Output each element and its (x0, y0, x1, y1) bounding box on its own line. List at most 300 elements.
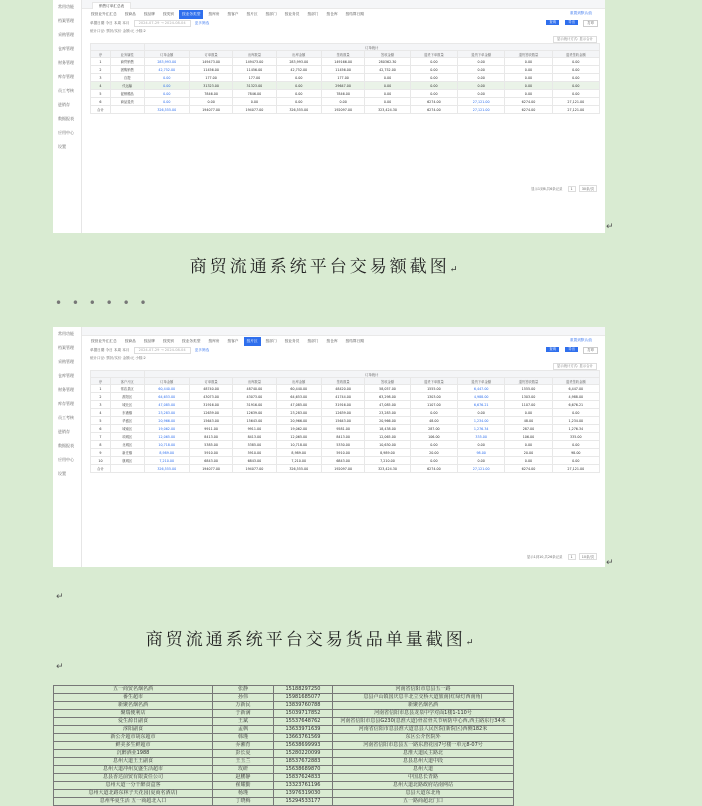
reset-link[interactable]: 重置到默认值 (569, 11, 592, 15)
sidebar-item[interactable]: 档案管理 (58, 345, 74, 350)
table-cell: 0.00 (552, 66, 599, 74)
table-row[interactable] (91, 401, 600, 409)
store-cell: 淳阳副食 (54, 726, 213, 734)
print-button[interactable]: 打印 (583, 347, 598, 354)
table-cell: 0.00 (458, 58, 505, 66)
store-row (54, 758, 514, 766)
report-tab[interactable]: 按仓库 (326, 339, 338, 343)
column-header[interactable]: 序 (91, 378, 111, 385)
column-header[interactable]: 退货签收金额 (552, 378, 599, 385)
table-cell: 20.00 (410, 449, 457, 457)
table-cell: 7846.00 (233, 90, 276, 98)
column-header[interactable]: 序 (91, 51, 111, 58)
pagination (527, 185, 597, 192)
more-filter-link[interactable]: 更多筛选 (194, 21, 210, 25)
report-tab[interactable]: 按部门 (307, 339, 319, 343)
column-header[interactable]: 签收金额 (365, 51, 410, 58)
report-tab[interactable]: 按商品 (124, 339, 136, 343)
table-cell: 12,065.00 (365, 433, 410, 441)
report-tab[interactable]: 按部门 (265, 12, 277, 16)
store-row (54, 702, 514, 710)
table-cell: 0.00 (552, 74, 599, 82)
store-list-table (53, 685, 514, 806)
report-table (90, 43, 600, 114)
total-cell: 6274.00 (505, 465, 552, 473)
table-cell: 4,988.00 (552, 393, 599, 401)
report-table (90, 370, 600, 473)
store-row (54, 766, 514, 774)
store-cell: 翟耀勤 (213, 782, 274, 790)
table-cell: 5910.00 (322, 449, 365, 457)
page-size-select[interactable]: 10条/页 (579, 553, 597, 560)
total-cell: 326,555.00 (144, 106, 189, 114)
sidebar-item[interactable]: 数据报表 (58, 116, 74, 121)
column-header[interactable]: 退货下单数量 (410, 378, 457, 385)
table-cell: 0.00 (458, 90, 505, 98)
sidebar-item[interactable]: 数据报表 (58, 443, 74, 448)
table-cell: 项城区 (110, 433, 144, 441)
table-cell: 0.00 (276, 82, 321, 90)
table-cell: 4 (91, 82, 111, 90)
table-cell: 0.00 (505, 409, 552, 417)
table-cell: 0.00 (505, 441, 552, 449)
column-header[interactable]: 退货签收数量 (505, 51, 552, 58)
table-cell: 8,989.00 (365, 449, 410, 457)
sidebar-item[interactable]: 应用中心 (58, 457, 74, 462)
screenshot-sales-by-business-type (53, 0, 605, 233)
chip-today[interactable]: 今日 (105, 21, 113, 25)
column-header[interactable]: 出库数量 (233, 378, 276, 385)
date-range-input[interactable]: 2024-07-29 → 2024-08-04 (134, 347, 191, 354)
sidebar-item[interactable]: 员工考核 (58, 415, 74, 420)
table-cell: 19,062.00 (276, 425, 321, 433)
sidebar-item[interactable]: 设置 (58, 471, 66, 476)
filter-bar (82, 345, 605, 355)
table-cell: 20,966.00 (144, 417, 189, 425)
table-row[interactable] (91, 449, 600, 457)
table-row[interactable] (91, 82, 600, 90)
report-tab[interactable]: 按类别 (162, 339, 174, 343)
sidebar-item[interactable]: 档案管理 (58, 18, 74, 23)
table-row[interactable] (91, 58, 600, 66)
table-cell: 23,283.00 (276, 409, 321, 417)
column-header[interactable]: 客户片区 (110, 378, 144, 385)
table-cell: 代运输 (110, 82, 144, 90)
store-cell: 息县息州大道中段 (333, 758, 514, 766)
table-cell: 12,065.00 (276, 433, 321, 441)
total-cell: 326,555.00 (276, 106, 321, 114)
store-cell: 王斌 (213, 718, 274, 726)
options-select-wrap (82, 362, 605, 370)
table-cell: 42,752.00 (144, 66, 189, 74)
store-cell: 张静 (213, 686, 274, 694)
table-cell: 5 (91, 417, 111, 425)
store-cell: 息州大道 (333, 766, 514, 774)
dots-separator: • • • • • • (55, 296, 150, 310)
sidebar-item[interactable]: 库存管理 (58, 401, 74, 406)
table-cell: 106.00 (505, 433, 552, 441)
store-cell: 15837624833 (274, 774, 333, 782)
table-cell: 0.00 (552, 441, 599, 449)
report-tab[interactable]: 按品牌 (143, 12, 155, 16)
table-cell: 63,298.00 (365, 393, 410, 401)
total-cell: 323,424.30 (365, 106, 410, 114)
caption-transaction-amount (0, 252, 650, 277)
store-row (54, 750, 514, 758)
page-info: 显示1到10,共26条记录 (526, 555, 563, 559)
table-cell: 8413.00 (233, 433, 276, 441)
store-cell: 万新民 (213, 702, 274, 710)
store-cell: 河南省信阳市息县五一路东唐花园7号楼一单元8-07号 (333, 742, 514, 750)
options-select-wrap (82, 35, 605, 43)
sidebar-item[interactable]: 财务管理 (58, 387, 74, 392)
options-select[interactable]: 显示统计方式: 显示合计 (553, 36, 597, 43)
export-button[interactable]: 导出 (565, 20, 578, 25)
table-cell: 0.00 (458, 74, 505, 82)
table-cell: 15643.00 (189, 417, 232, 425)
store-cell: 息州大道北路东林子天花园(夏商名酒店) (54, 790, 213, 798)
table-cell: 促销赠品 (110, 90, 144, 98)
table-cell: 1303.00 (505, 393, 552, 401)
table-cell: 6 (91, 425, 111, 433)
column-header[interactable]: 退货下单金额 (458, 51, 505, 58)
group-spacer (91, 371, 145, 378)
sidebar-item[interactable]: 库存管理 (58, 74, 74, 79)
report-tab[interactable]: 按客户 (227, 339, 239, 343)
date-to: 2024-08-04 (164, 347, 186, 352)
table-cell: 0.00 (276, 74, 321, 82)
return-mark: ↵ (449, 265, 461, 275)
report-tab[interactable]: 按业务类型 (182, 339, 201, 343)
window-tab[interactable]: 销售订单汇总表 (92, 2, 131, 9)
total-cell: 194077.00 (189, 106, 232, 114)
page-number[interactable]: 1 (568, 554, 576, 560)
store-cell: 15981685077 (274, 694, 333, 702)
table-cell: 康城区 (110, 457, 144, 465)
total-row (91, 106, 600, 114)
table-cell: 2 (91, 66, 111, 74)
store-row (54, 742, 514, 750)
store-cell: 息淮大道民主路北 (333, 750, 514, 758)
table-cell: 8413.00 (189, 433, 232, 441)
table-cell: 0.00 (552, 457, 599, 465)
column-header[interactable]: 出库数量 (233, 51, 276, 58)
page-size-select[interactable]: 30条/页 (579, 185, 597, 192)
table-cell: 43073.00 (189, 393, 232, 401)
table-row[interactable] (91, 90, 600, 98)
table-cell: 58,057.00 (365, 385, 410, 393)
store-cell: 15039717852 (274, 710, 333, 718)
report-tab[interactable]: 按部门 (265, 339, 277, 343)
table-row[interactable] (91, 417, 600, 425)
return-mark: ↵ (465, 638, 477, 648)
export-button[interactable]: 导出 (565, 347, 578, 352)
chip-week[interactable]: 本周 (113, 348, 122, 352)
query-button[interactable]: 查询 (546, 347, 559, 352)
table-cell: 1303.00 (410, 393, 457, 401)
reset-link[interactable]: 重置到默认值 (569, 338, 592, 342)
table-cell: 98.00 (552, 449, 599, 457)
report-tab[interactable]: 按商品 (124, 12, 136, 16)
table-cell: 0.00 (410, 457, 457, 465)
table-cell: 0.00 (365, 74, 410, 82)
total-cell: 326,555.00 (144, 465, 189, 473)
table-cell: 0.00 (458, 441, 505, 449)
column-header[interactable]: 退货签收数量 (505, 378, 552, 385)
store-row (54, 718, 514, 726)
table-cell: 335.00 (458, 433, 505, 441)
table-cell: 12639.00 (322, 409, 365, 417)
sidebar-item[interactable]: 常用功能 (58, 4, 74, 9)
table-cell: 3 (91, 74, 111, 82)
column-header[interactable]: 出库金额 (276, 378, 321, 385)
table-cell: 6843.00 (233, 457, 276, 465)
sidebar-item[interactable]: 进销存 (58, 429, 70, 434)
store-cell: 于新满 (213, 710, 274, 718)
report-tabs (82, 9, 605, 18)
store-cell: 息县大道东北角 (333, 790, 514, 798)
table-row[interactable] (91, 393, 600, 401)
table-cell: 23,283.00 (144, 409, 189, 417)
table-cell: 1,234.00 (552, 417, 599, 425)
table-cell: 1 (91, 58, 111, 66)
table-cell: 1107.00 (410, 401, 457, 409)
table-cell: 0.00 (189, 98, 232, 106)
table-cell: 9911.00 (233, 425, 276, 433)
table-cell: 31916.00 (233, 401, 276, 409)
chip-today[interactable]: 今日 (105, 348, 113, 352)
table-cell: 0.00 (410, 58, 457, 66)
store-cell: 新聚名烟名酒 (333, 702, 514, 710)
table-cell: 0.00 (458, 457, 505, 465)
table-cell: 0.00 (410, 82, 457, 90)
table-cell: 华盛区 (110, 417, 144, 425)
table-cell: 0.00 (144, 82, 189, 90)
table-cell: 287.00 (505, 425, 552, 433)
table-cell: 31916.00 (189, 401, 232, 409)
sidebar-item[interactable]: 应用中心 (58, 130, 74, 135)
report-tab[interactable]: 按结算日期 (345, 12, 364, 16)
table-cell: 47,085.00 (144, 401, 189, 409)
store-cell: 东区公介医院外 (333, 734, 514, 742)
return-mark: ↵ (606, 558, 614, 568)
table-cell: 4 (91, 409, 111, 417)
table-cell: 60,440.00 (276, 385, 321, 393)
store-row (54, 782, 514, 790)
report-tab[interactable]: 按业务员 (284, 12, 300, 16)
table-cell: 11456.00 (233, 66, 276, 74)
table-cell: 0.00 (505, 66, 552, 74)
table-row[interactable] (91, 409, 600, 417)
table-cell: 5385.00 (189, 441, 232, 449)
store-cell: 新公介超市胡东超市 (54, 734, 213, 742)
report-tab[interactable]: 按仓库 (326, 12, 338, 16)
table-cell: 10,718.00 (144, 441, 189, 449)
total-cell: 194077.00 (233, 106, 276, 114)
table-cell: 31916.00 (322, 401, 365, 409)
total-cell: 6274.00 (410, 465, 457, 473)
report-tab[interactable]: 按营业外汇汇总 (91, 12, 117, 16)
table-cell: 4,988.00 (458, 393, 505, 401)
table-cell: 东港镇 (110, 409, 144, 417)
sidebar-item[interactable]: 仓库管理 (58, 46, 74, 51)
report-tab[interactable]: 按业务类型 (179, 10, 203, 19)
table-cell: 0.00 (410, 74, 457, 82)
store-cell: 河南省信阳市息县五一路 (333, 686, 514, 694)
window-tab-bar (82, 327, 605, 336)
sidebar-item[interactable]: 仓库管理 (58, 373, 74, 378)
return-mark: ↵ (606, 222, 614, 232)
more-filter-link[interactable]: 更多筛选 (194, 348, 210, 352)
store-cell: 13976319030 (274, 790, 333, 798)
sidebar-item[interactable]: 常用功能 (58, 331, 74, 336)
report-tab[interactable]: 按品牌 (143, 339, 155, 343)
table-cell: 1555.00 (410, 385, 457, 393)
table-row[interactable] (91, 74, 600, 82)
table-cell: 23,283.00 (365, 409, 410, 417)
table-cell: 42,752.00 (276, 66, 321, 74)
report-tab[interactable]: 按部门 (307, 12, 319, 16)
page-info: 显示1到6,共6条记录 (531, 187, 563, 191)
sidebar-item[interactable]: 设置 (58, 144, 66, 149)
table-cell: 177.00 (189, 74, 232, 82)
table-cell: 0.00 (552, 82, 599, 90)
column-header[interactable]: 签收数量 (322, 378, 365, 385)
store-cell: 王玉兰 (213, 758, 274, 766)
total-cell: 27,121.00 (552, 106, 599, 114)
caption-text: 商贸流通系统平台交易额截图 (189, 257, 450, 277)
column-header[interactable]: 出库金额 (276, 51, 321, 58)
chip-month[interactable]: 本月 (122, 348, 130, 352)
table-cell: 0.00 (410, 66, 457, 74)
chip-month[interactable]: 本月 (122, 21, 130, 25)
table-cell: 7846.00 (322, 90, 365, 98)
stat-subtitle: 统计口径: 票折/实价 金额:元 小数:2 (90, 356, 146, 360)
main-panel (82, 327, 605, 567)
table-cell: 20.00 (505, 449, 552, 457)
table-row[interactable] (91, 457, 600, 465)
table-cell: 2 (91, 393, 111, 401)
table-cell: 8 (91, 441, 111, 449)
report-tab[interactable]: 按片区 (244, 337, 261, 346)
sidebar-item[interactable]: 财务管理 (58, 60, 74, 65)
column-header[interactable]: 退货签收金额 (552, 51, 599, 58)
total-cell: 192097.00 (322, 106, 365, 114)
table-row[interactable] (91, 66, 600, 74)
table-cell: 48740.00 (189, 385, 232, 393)
report-tab[interactable]: 按结算日期 (345, 339, 364, 343)
group-header: 订单统计 (144, 44, 599, 51)
table-cell: 0.00 (552, 90, 599, 98)
table-cell: 149166.00 (322, 58, 365, 66)
sidebar-item[interactable]: 进销存 (58, 102, 70, 107)
sidebar-item[interactable]: 采购管理 (58, 32, 74, 37)
column-header[interactable]: 订单金额 (144, 51, 189, 58)
sidebar-item[interactable]: 采购管理 (58, 359, 74, 364)
query-button[interactable]: 查询 (546, 20, 559, 25)
table-cell: 283,993.00 (144, 58, 189, 66)
table-cell: 1,276.34 (458, 425, 505, 433)
total-cell: 27,121.00 (458, 465, 505, 473)
table-row[interactable] (91, 98, 600, 106)
table-cell: 31323.00 (189, 82, 232, 90)
report-tab[interactable]: 按业务员 (284, 339, 300, 343)
store-cell: 韩瑾 (213, 734, 274, 742)
table-cell: 团购销售 (110, 66, 144, 74)
table-cell: 0.00 (365, 82, 410, 90)
column-header[interactable]: 退货下单数量 (410, 51, 457, 58)
column-header[interactable]: 订单金额 (144, 378, 189, 385)
table-cell: 48.00 (410, 417, 457, 425)
table-row[interactable] (91, 441, 600, 449)
table-cell: 48.00 (505, 417, 552, 425)
table-row[interactable] (91, 425, 600, 433)
table-cell: 10,630.00 (365, 441, 410, 449)
table-cell: 0.00 (322, 98, 365, 106)
options-select[interactable]: 显示统计方式: 显示合计 (553, 363, 597, 370)
table-row[interactable] (91, 385, 600, 393)
caption-order-volume (0, 625, 636, 650)
page-number[interactable]: 1 (568, 186, 576, 192)
column-header[interactable]: 签收数量 (322, 51, 365, 58)
total-row (91, 465, 600, 473)
screenshot-sales-by-area (53, 327, 605, 567)
table-cell: 20,966.00 (365, 417, 410, 425)
total-cell: 6274.00 (410, 106, 457, 114)
total-cell (110, 106, 144, 114)
column-header[interactable]: 业务属性 (110, 51, 144, 58)
store-cell: 息县卢山镇国庆息丰北立交桥大道旅南(红绿灯西南角) (333, 694, 514, 702)
table-row[interactable] (91, 433, 600, 441)
report-tab[interactable]: 按片区 (246, 12, 258, 16)
table-cell: 0.00 (144, 74, 189, 82)
store-cell: 中国息长青路 (333, 774, 514, 782)
sidebar-item[interactable]: 员工考核 (58, 88, 74, 93)
column-header[interactable]: 签收金额 (365, 378, 410, 385)
table-cell: 64,653.00 (144, 393, 189, 401)
report-tab[interactable]: 按库房 (208, 12, 220, 16)
report-tab[interactable]: 按客户 (227, 12, 239, 16)
store-cell: 息州华夏生活 五一商超北入口 (54, 798, 213, 806)
store-row (54, 774, 514, 782)
table-cell: 0.00 (276, 90, 321, 98)
table-cell: 43073.00 (233, 393, 276, 401)
column-header[interactable]: 订单数量 (189, 51, 232, 58)
table-cell: 6843.00 (322, 457, 365, 465)
table-cell: 0.00 (458, 66, 505, 74)
table-cell: 47,085.00 (365, 401, 410, 409)
store-cell: 15638699993 (274, 742, 333, 750)
total-cell: 合计 (91, 465, 111, 473)
date-range-input[interactable]: 2024-07-29 → 2024-08-04 (134, 20, 191, 27)
store-cell: 息县香达前贸有限责任公司 (54, 774, 213, 782)
report-tab[interactable]: 按库房 (208, 339, 220, 343)
total-cell: 326,555.00 (276, 465, 321, 473)
report-tab[interactable]: 按营业外汇汇总 (91, 339, 117, 343)
chip-week[interactable]: 本周 (113, 21, 122, 25)
column-header[interactable]: 订单数量 (189, 378, 232, 385)
table-cell: 0.00 (458, 409, 505, 417)
print-button[interactable]: 打印 (583, 20, 598, 27)
table-cell: 6,676.21 (458, 401, 505, 409)
table-cell: 自提 (110, 74, 144, 82)
table-cell: 8,989.00 (276, 449, 321, 457)
total-cell: 323,424.30 (365, 465, 410, 473)
total-cell: 192097.00 (322, 465, 365, 473)
table-cell: 29647.00 (322, 82, 365, 90)
report-tab[interactable]: 按类别 (162, 12, 174, 16)
column-header[interactable]: 退货下单金额 (458, 378, 505, 385)
